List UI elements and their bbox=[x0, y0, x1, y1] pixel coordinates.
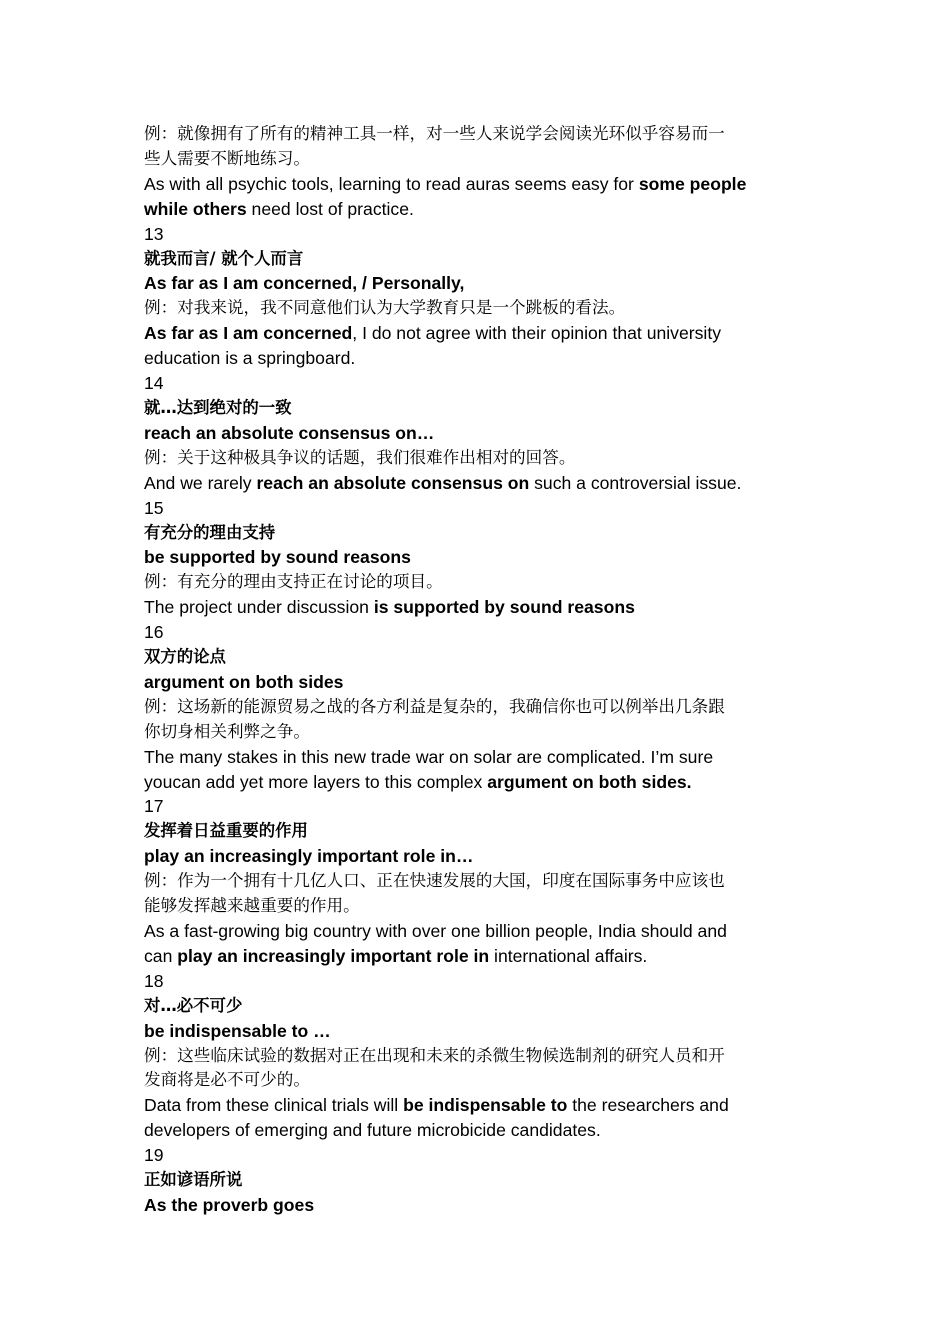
chinese-example-line: 例：作为一个拥有十几亿人口、正在快速发展的大国，印度在国际事务中应该也 bbox=[144, 871, 725, 891]
chinese-example-line: 些人需要不断地练习。 bbox=[144, 148, 310, 168]
english-phrase-heading: As far as I am concerned, / Personally, bbox=[144, 273, 465, 294]
chinese-phrase-heading: 有充分的理由支持 bbox=[144, 522, 276, 542]
chinese-example-line: 发商将是必不可少的。 bbox=[144, 1070, 310, 1090]
chinese-example-line: 例：这些临床试验的数据对正在出现和未来的杀微生物候选制剂的研究人员和开 bbox=[144, 1045, 725, 1065]
english-phrase-heading: reach an absolute consensus on… bbox=[144, 422, 435, 443]
chinese-phrase-heading: 发挥着日益重要的作用 bbox=[144, 821, 308, 841]
chinese-example-line: 例：就像拥有了所有的精神工具一样，对一些人来说学会阅读光环似乎容易而一 bbox=[144, 124, 725, 143]
example-text: need lost of practice. bbox=[246, 198, 414, 219]
highlighted-phrase: play an increasingly important role in bbox=[177, 945, 490, 966]
chinese-example-line: 例：有充分的理由支持正在讨论的项目。 bbox=[144, 572, 443, 592]
chinese-example-line: 例：这场新的能源贸易之战的各方利益是复杂的，我确信你也可以例举出几条跟 bbox=[144, 696, 725, 716]
chinese-phrase-heading: 就我而言/ 就个人而言 bbox=[144, 248, 304, 268]
entry-number: 13 bbox=[144, 223, 164, 244]
example-text: education is a springboard. bbox=[144, 348, 356, 369]
entry-number: 18 bbox=[144, 970, 164, 991]
example-text: , I do not agree with their opinion that university bbox=[352, 323, 722, 344]
example-text: youcan add yet more layers to this complex bbox=[144, 771, 488, 792]
chinese-phrase-heading: 正如谚语所说 bbox=[144, 1170, 243, 1190]
english-example-line bbox=[144, 321, 824, 346]
english-example-line bbox=[144, 770, 824, 795]
example-text: And we rarely bbox=[144, 472, 257, 493]
english-example-line bbox=[144, 919, 824, 944]
chinese-phrase-heading: 就…达到绝对的一致 bbox=[144, 397, 292, 417]
example-text: As a fast-growing big country with over one billion people, India should and bbox=[144, 921, 727, 941]
example-text: the researchers and bbox=[567, 1095, 729, 1116]
entry-number: 19 bbox=[144, 1145, 164, 1166]
document-body bbox=[144, 122, 824, 1218]
english-phrase-heading: play an increasingly important role in… bbox=[144, 846, 474, 867]
example-text: developers of emerging and future microbicide candidates. bbox=[144, 1120, 601, 1141]
english-phrase-heading: As the proverb goes bbox=[144, 1194, 315, 1215]
english-example-line bbox=[144, 471, 824, 496]
chinese-example-line: 例：对我来说，我不同意他们认为大学教育只是一个跳板的看法。 bbox=[144, 298, 626, 318]
english-example-line bbox=[144, 197, 824, 222]
entry-number: 16 bbox=[144, 622, 164, 643]
highlighted-phrase: while others bbox=[144, 198, 247, 219]
english-example-line bbox=[144, 745, 824, 770]
example-text: international affairs. bbox=[489, 945, 648, 966]
highlighted-phrase: reach an absolute consensus on bbox=[256, 472, 530, 493]
english-phrase-heading: argument on both sides bbox=[144, 671, 344, 692]
chinese-example-line: 能够发挥越来越重要的作用。 bbox=[144, 896, 360, 916]
highlighted-phrase: is supported by sound reasons bbox=[373, 597, 635, 618]
example-text: such a controversial issue. bbox=[529, 472, 742, 493]
highlighted-phrase: be indispensable to bbox=[403, 1095, 568, 1116]
highlighted-phrase: argument on both sides. bbox=[487, 771, 692, 792]
example-text: The project under discussion bbox=[144, 597, 374, 618]
chinese-example-line: 例：关于这种极具争议的话题，我们很难作出相对的回答。 bbox=[144, 447, 576, 467]
chinese-phrase-heading: 对…必不可少 bbox=[144, 995, 243, 1015]
highlighted-phrase: As far as I am concerned bbox=[144, 323, 353, 344]
example-text: The many stakes in this new trade war on solar are complicated. I’m sure bbox=[144, 746, 714, 767]
english-example-line bbox=[144, 1118, 824, 1143]
chinese-phrase-heading: 双方的论点 bbox=[144, 647, 226, 667]
english-example-line bbox=[144, 172, 824, 197]
english-example-line bbox=[144, 346, 824, 371]
english-example-line bbox=[144, 1093, 824, 1118]
example-text: Data from these clinical trials will bbox=[144, 1095, 404, 1116]
example-text: can bbox=[144, 945, 178, 966]
english-phrase-heading: be supported by sound reasons bbox=[144, 547, 411, 568]
english-phrase-heading: be indispensable to … bbox=[144, 1020, 331, 1041]
entry-number: 17 bbox=[144, 796, 164, 817]
english-example-line bbox=[144, 595, 824, 620]
chinese-example-line: 你切身相关利弊之争。 bbox=[144, 721, 310, 741]
example-text: As with all psychic tools, learning to read auras seems easy for bbox=[144, 173, 639, 194]
entry-number: 14 bbox=[144, 373, 164, 394]
highlighted-phrase: some people bbox=[638, 173, 747, 194]
entry-number: 15 bbox=[144, 497, 164, 518]
english-example-line bbox=[144, 944, 824, 969]
